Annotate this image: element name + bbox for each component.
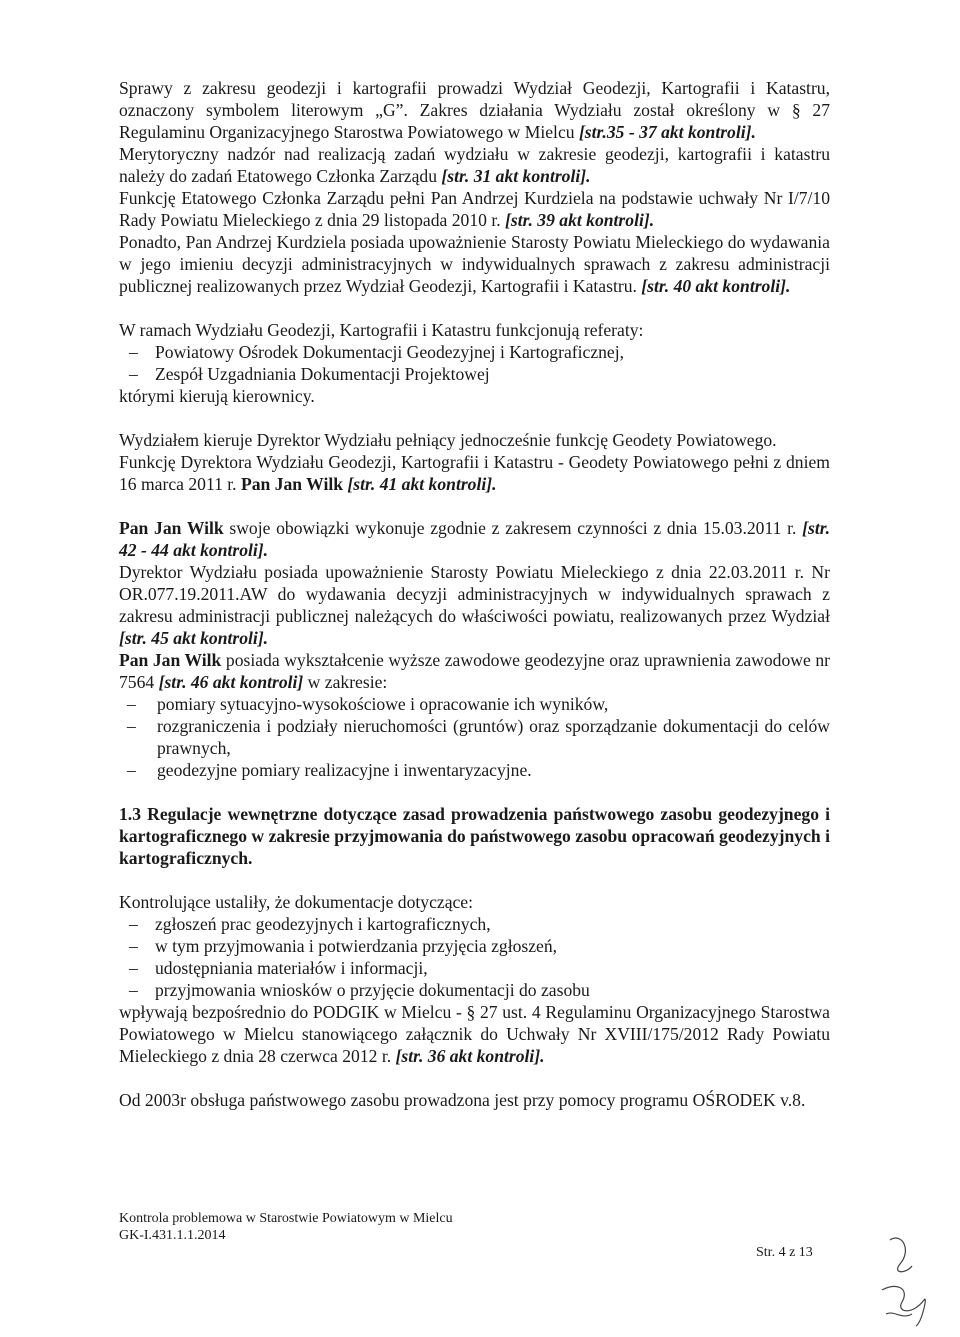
reference: [str. 41 akt kontroli]. (347, 474, 497, 494)
paragraph-qualifications: Pan Jan Wilk posiada wykształcenie wyższe zawodowe geodezyjne oraz uprawnienia zawodowe nr 7564 [str. 46 akt kontroli] w zakresie: (119, 650, 830, 692)
section-heading: 1.3 Regulacje wewnętrzne dotyczące zasad prowadzenia państwowego zasobu geodezyjnego i kartograficznego w zakresie przyjmowania do państwowego zasobu opracowań geodezyjnych i kartograficznych. (119, 804, 830, 868)
paragraph-director: Funkcję Dyrektora Wydziału Geodezji, Kartografii i Katastru - Geodety Powiatowego pełni z dniem 16 marca 2011 r. Pan Jan Wilk [str. 41 akt kontroli]. (119, 452, 830, 494)
person-name: Pan Jan Wilk (240, 474, 344, 494)
paragraph-podgik: wpływają bezpośrednio do PODGIK w Mielcu - § 27 ust. 4 Regulaminu Organizacyjnego Starostwa Powiatowego w Mielcu stanowiącego załącznik do Uchwały Nr XVIII/175/2012 Rady Powiatu Mieleckiego z dnia 28 czerwca 2012 r. [str. 36 akt kontroli]. (119, 1002, 830, 1066)
paragraph-duties: Pan Jan Wilk swoje obowiązki wykonuje zgodnie z zakresem czynności z dnia 15.03.2011 r. [str. 42 - 44 akt kontroli]. (119, 518, 830, 560)
page-number: Str. 4 z 13 (756, 1245, 813, 1260)
list-item: – przyjmowania wniosków o przyjęcie dokumentacji do zasobu (119, 979, 830, 1001)
reference: [str.35 - 37 akt kontroli]. (578, 122, 756, 142)
document-body (119, 77, 830, 1111)
paragraph-software: Od 2003r obsługa państwowego zasobu prowadzona jest przy pomocy programu OŚRODEK v.8. (119, 1090, 806, 1110)
person-name: Pan Jan Wilk (119, 518, 224, 538)
referaty-intro: W ramach Wydziału Geodezji, Kartografii i Katastru funkcjonują referaty: (119, 320, 644, 340)
referaty-outro: którymi kierują kierownicy. (119, 386, 315, 406)
paragraph-director-line: Wydziałem kieruje Dyrektor Wydziału pełniący jednocześnie funkcję Geodety Powiatowego. (119, 430, 777, 450)
reference: [str. 36 akt kontroli]. (395, 1046, 545, 1066)
paragraph-documentation-intro: Kontrolujące ustaliły, że dokumentacje dotyczące: (119, 892, 474, 912)
person-name: Pan Jan Wilk (119, 650, 222, 670)
list-item: – geodezyjne pomiary realizacyjne i inwentaryzacyjne. (119, 759, 830, 781)
list-item: – Zespół Uzgadniania Dokumentacji Projektowej (119, 363, 830, 385)
paragraph-authorization: Ponadto, Pan Andrzej Kurdziela posiada upoważnienie Starosty Powiatu Mieleckiego do wydawania w jego imieniu decyzji administracyjnych w indywidualnych sprawach z zakresu administracji publicznej realizowanych przez Wydział Geodezji, Kartografii i Katastru. [str. 40 akt kontroli]. (119, 232, 830, 296)
footer-title: Kontrola problemowa w Starostwie Powiatowym w Mielcu (119, 1211, 453, 1226)
reference: [str. 31 akt kontroli]. (441, 166, 591, 186)
list-item: – rozgraniczenia i podziały nieruchomości (gruntów) oraz sporządzanie dokumentacji do celów prawnych, (119, 715, 830, 759)
list-item: – udostępniania materiałów i informacji, (119, 957, 830, 979)
list-item: – Powiatowy Ośrodek Dokumentacji Geodezyjnej i Kartograficznej, (119, 341, 830, 363)
list-item: – w tym przyjmowania i potwierdzania przyjęcia zgłoszeń, (119, 935, 830, 957)
documentation-list (119, 913, 830, 1001)
reference: [str. 39 akt kontroli]. (505, 210, 655, 230)
paragraph-director-authorization: Dyrektor Wydziału posiada upoważnienie Starosty Powiatu Mieleckiego z dnia 22.03.2011 r. Nr OR.077.19.2011.AW do wydawania decyzji administracyjnych w indywidualnych sprawach z zakresu administracji publicznej należących do właściwości powiatu, realizowanych przez Wydział [str. 45 akt kontroli]. (119, 562, 830, 648)
qualifications-list (119, 693, 830, 781)
signature-initials (872, 1230, 932, 1330)
reference: [str. 42 - 44 akt kontroli]. (119, 518, 830, 560)
paragraph-supervision: Merytoryczny nadzór nad realizacją zadań wydziału w zakresie geodezji, kartografii i katastru należy do zadań Etatowego Członka Zarządu [str. 31 akt kontroli]. (119, 144, 830, 186)
paragraph-geodesy-scope: Sprawy z zakresu geodezji i kartografii prowadzi Wydział Geodezji, Kartografii i Katastru, oznaczony symbolem literowym „G”. Zakres działania Wydziału został określony w § 27 Regulaminu Organizacyjnego Starostwa Powiatowego w Mielcu [str.35 - 37 akt kontroli]. (119, 78, 830, 142)
referaty-list (119, 341, 830, 385)
paragraph-board-member: Funkcję Etatowego Członka Zarządu pełni Pan Andrzej Kurdziela na podstawie uchwały Nr I/7/10 Rady Powiatu Mieleckiego z dnia 29 listopada 2010 r. [str. 39 akt kontroli]. (119, 188, 830, 230)
list-item: – pomiary sytuacyjno-wysokościowe i opracowanie ich wyników, (119, 693, 830, 715)
footer-case-number: GK-I.431.1.1.2014 (119, 1228, 226, 1243)
reference: [str. 40 akt kontroli]. (641, 276, 791, 296)
reference: [str. 46 akt kontroli] (158, 672, 304, 692)
list-item: – zgłoszeń prac geodezyjnych i kartograficznych, (119, 913, 830, 935)
footer (119, 1210, 453, 1244)
reference: [str. 45 akt kontroli]. (119, 628, 269, 648)
